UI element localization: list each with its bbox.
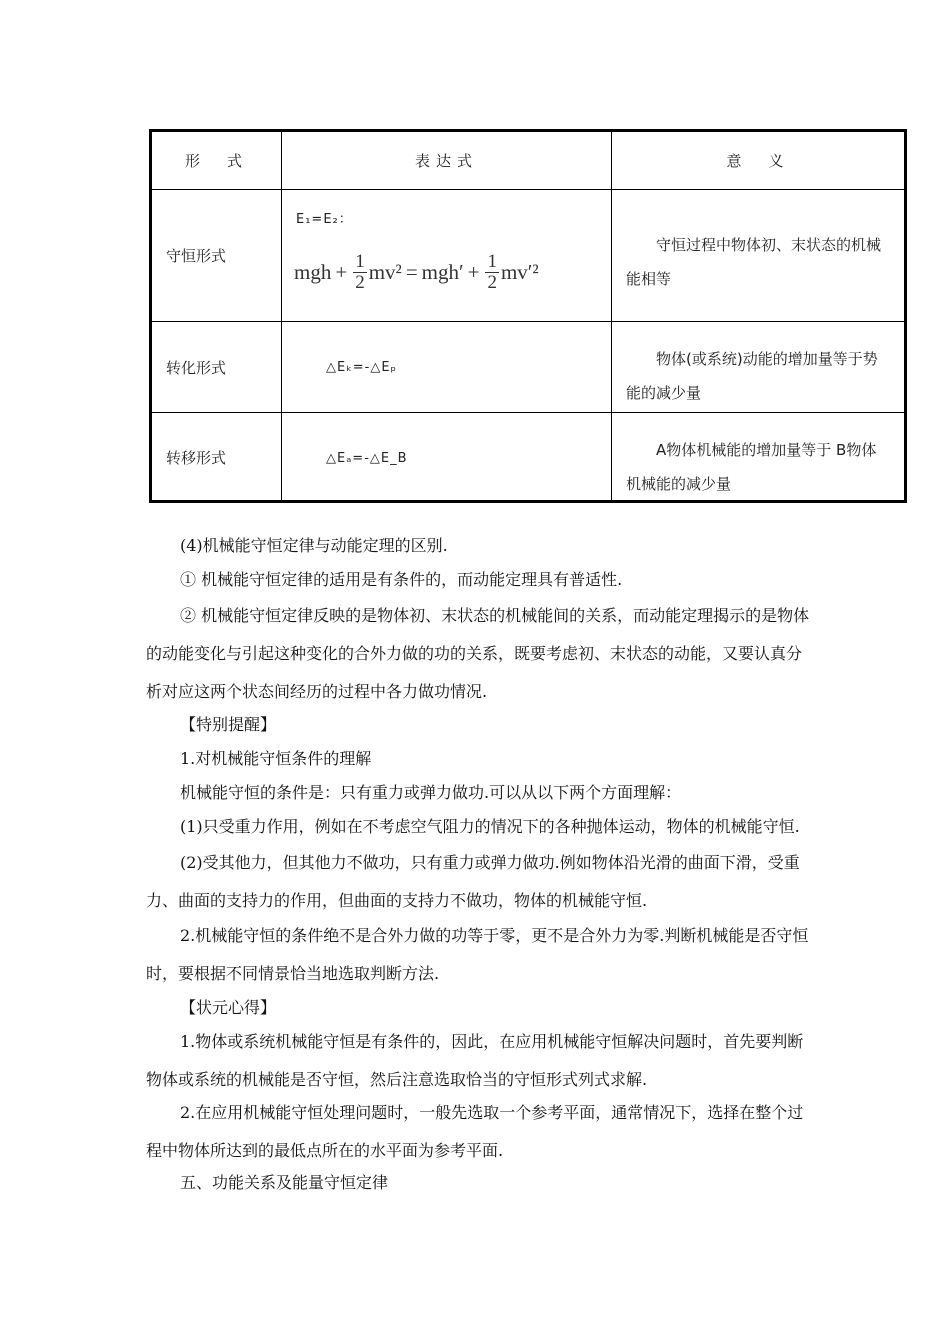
formula-plus-2: + bbox=[467, 260, 480, 284]
expr-delta-ea-eb: △Eₐ=-△E_B bbox=[326, 451, 408, 466]
meaning-transfer: A物体机械能的增加量等于 B物体机械能的减少量 bbox=[626, 441, 877, 493]
conservation-formula bbox=[294, 252, 539, 293]
section-special-reminder: 【特别提醒】 bbox=[180, 715, 277, 734]
mechanical-energy-forms-table bbox=[149, 129, 907, 503]
formula-plus-1: + bbox=[335, 260, 348, 284]
paragraph-condition-1: (1)只受重力作用，例如在不考虑空气阻力的情况下的各种抛体运动，物体的机械能守恒. bbox=[180, 817, 800, 836]
section-top-scholar-notes: 【状元心得】 bbox=[180, 998, 277, 1017]
row-label-conservation: 守恒形式 bbox=[152, 190, 282, 322]
fraction-numerator: 1 bbox=[355, 251, 365, 272]
formula-term-mv2: mv² bbox=[368, 260, 402, 284]
formula-equals: = bbox=[405, 260, 418, 284]
formula-fraction-1 bbox=[353, 252, 367, 293]
paragraph-reminder-2: 2.机械能守恒的条件绝不是合外力做的功等于零，更不是合外力为零.判断机械能是否守恒时，要根据不同情景恰当地选取判断方法. bbox=[146, 926, 809, 983]
expression-transformation bbox=[282, 322, 612, 413]
fraction-denominator: 2 bbox=[355, 272, 365, 293]
expr-delta-ek-ep: △Eₖ=-△Eₚ bbox=[326, 360, 398, 375]
section-heading-five: 五、功能关系及能量守恒定律 bbox=[180, 1173, 389, 1192]
paragraph-condition: 机械能守恒的条件是：只有重力或弹力做功.可以从以下两个方面理解： bbox=[180, 783, 682, 802]
paragraph-notes-2: 2.在应用机械能守恒处理问题时，一般先选取一个参考平面，通常情况下，选择在整个过程中物体所达到的最低点所在的水平面为参考平面. bbox=[146, 1103, 804, 1160]
paragraph-point-2: ② 机械能守恒定律反映的是物体初、末状态的机械能间的关系，而动能定理揭示的是物体的动能变化与引起这种变化的合外力做的功的关系，既要考虑初、末状态的动能，又要认真分析对应这两个状态间经历的过程中各力做功情况. bbox=[146, 606, 810, 701]
paragraph-reminder-1-title: 1.对机械能守恒条件的理解 bbox=[180, 749, 372, 768]
paragraph-difference-heading: (4)机械能守恒定律与动能定理的区别. bbox=[180, 536, 448, 555]
paragraph-condition-2: (2)受其他力，但其他力不做功，只有重力或弹力做功.例如物体沿光滑的曲面下滑，受重力、曲面的支持力的作用，但曲面的支持力不做功，物体的机械能守恒. bbox=[146, 853, 800, 910]
header-meaning: 意 义 bbox=[612, 132, 904, 190]
meaning-conservation: 守恒过程中物体初、末状态的机械能相等 bbox=[612, 190, 904, 322]
expression-transfer bbox=[282, 413, 612, 501]
expr-energy-equal: E₁=E₂： bbox=[296, 212, 353, 227]
meaning-transformation: 物体(或系统)动能的增加量等于势能的减少量 bbox=[612, 322, 904, 413]
header-expression: 表达式 bbox=[282, 132, 612, 190]
header-form: 形 式 bbox=[152, 132, 282, 190]
fraction-numerator: 1 bbox=[487, 251, 497, 272]
row-label-transfer: 转移形式 bbox=[152, 413, 282, 501]
fraction-denominator: 2 bbox=[487, 272, 497, 293]
formula-fraction-2 bbox=[485, 252, 499, 293]
formula-term-mgh: mgh bbox=[294, 260, 332, 284]
formula-term-mgh-prime: mgh′ bbox=[421, 260, 464, 284]
formula-term-mv2-prime: mv′² bbox=[500, 260, 539, 284]
row-label-transformation: 转化形式 bbox=[152, 322, 282, 413]
expression-conservation bbox=[282, 190, 612, 322]
paragraph-point-1: ① 机械能守恒定律的适用是有条件的，而动能定理具有普适性. bbox=[180, 570, 623, 589]
paragraph-notes-1: 1.物体或系统机械能守恒是有条件的，因此，在应用机械能守恒解决问题时，首先要判断物体或系统的机械能是否守恒，然后注意选取恰当的守恒形式列式求解. bbox=[146, 1032, 804, 1089]
